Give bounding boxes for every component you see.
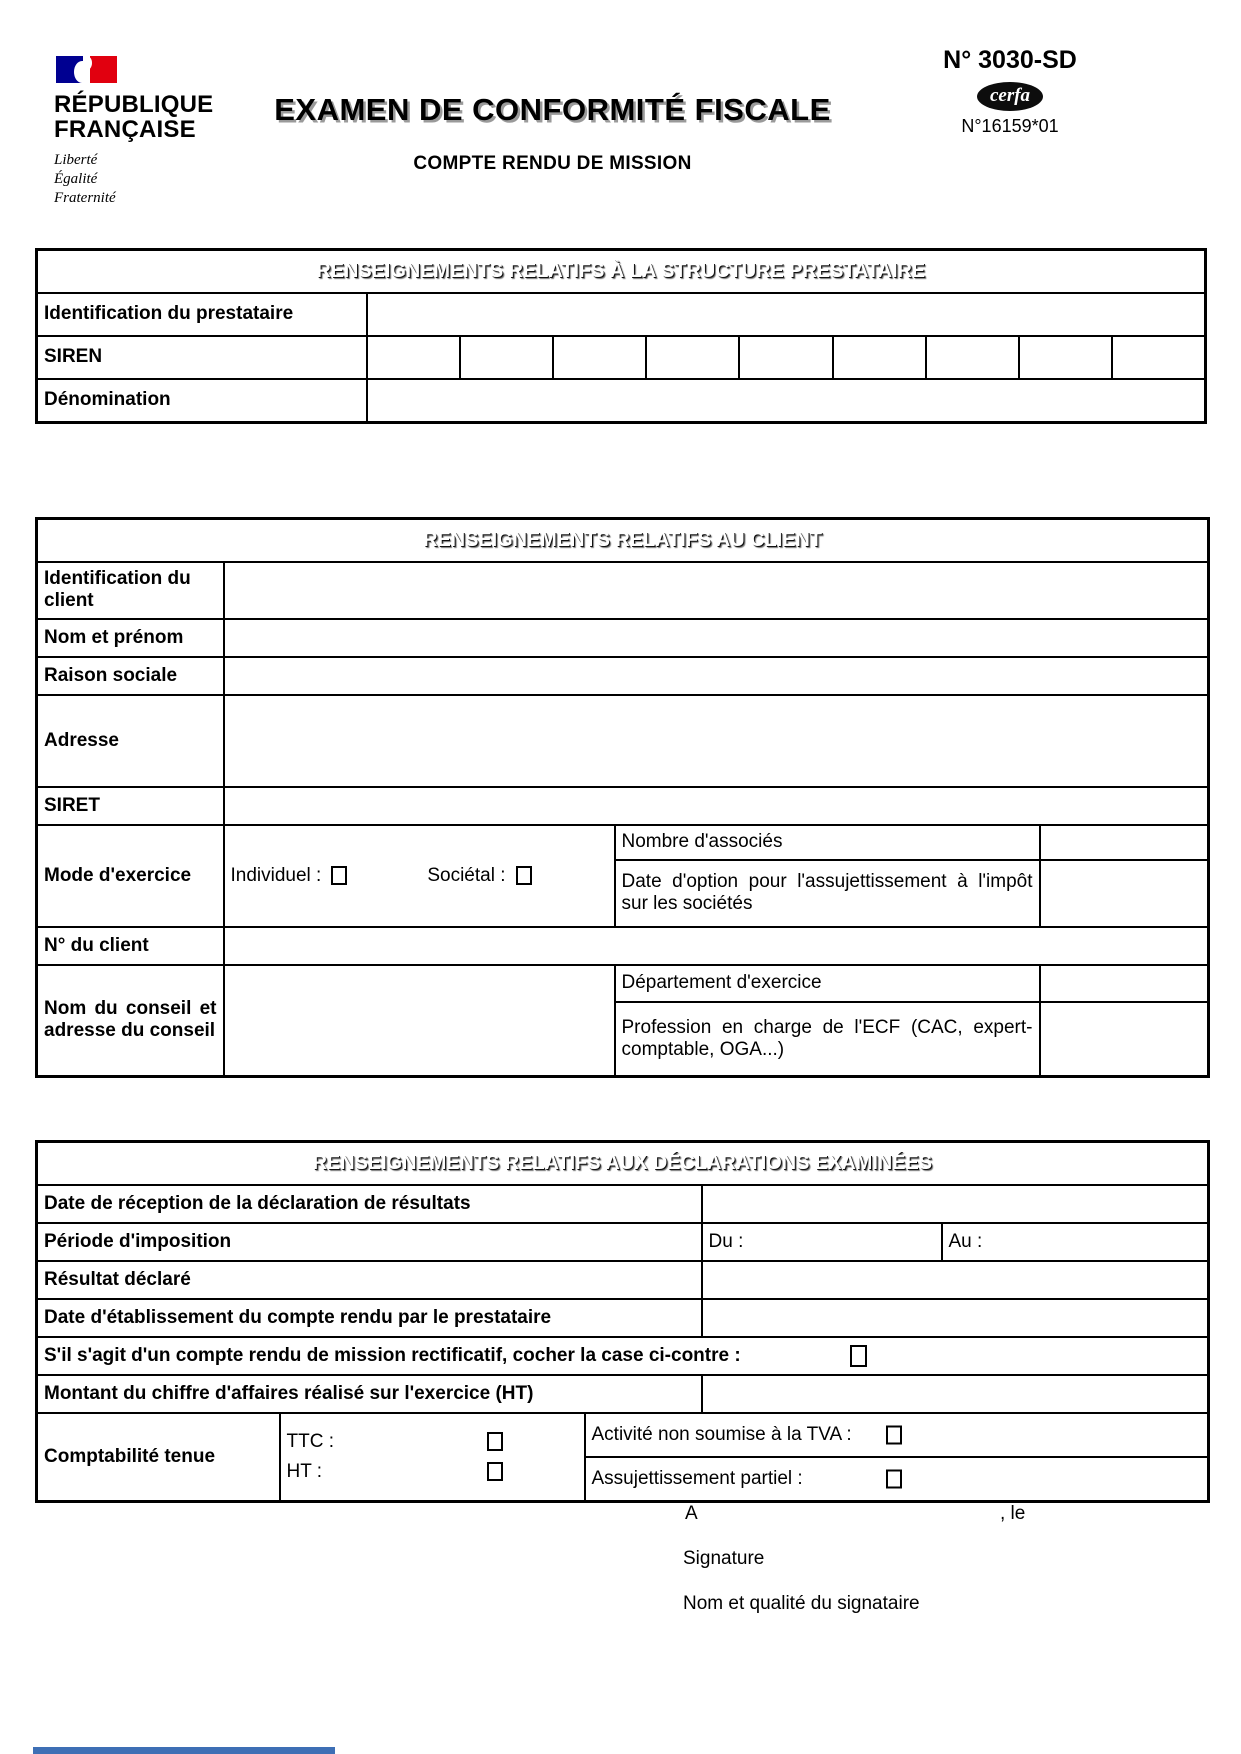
form-number: N° 3030-SD xyxy=(943,46,1077,74)
siren-digit-cell[interactable] xyxy=(1112,336,1205,379)
comptabilite-mode-cell xyxy=(280,1413,585,1502)
label-nombre-associes: Nombre d'associés xyxy=(615,825,1040,860)
profession-ecf-input[interactable] xyxy=(1040,1002,1209,1077)
label-adresse: Adresse xyxy=(37,695,224,787)
title-block xyxy=(230,92,875,175)
societal-checkbox[interactable] xyxy=(516,866,532,885)
signature-city-prefix: A xyxy=(685,1503,698,1524)
republique-francaise-block xyxy=(54,56,254,208)
label-date-option-is: Date d'option pour l'assujettissement à l'impôt sur les sociétés xyxy=(615,860,1040,927)
table-structure-prestataire xyxy=(35,248,1207,424)
montant-ca-input[interactable] xyxy=(702,1375,1209,1413)
form-subtitle: COMPTE RENDU DE MISSION xyxy=(413,153,692,174)
resultat-declare-input[interactable] xyxy=(702,1261,1209,1299)
date-etablissement-input[interactable] xyxy=(702,1299,1209,1337)
siren-digit-cell[interactable] xyxy=(367,336,460,379)
republic-name-line2: FRANÇAISE xyxy=(54,116,196,143)
form-title: EXAMEN DE CONFORMITÉ FISCALE xyxy=(274,92,831,127)
siren-digit-cell[interactable] xyxy=(460,336,553,379)
section-header-prestataire xyxy=(37,250,1206,293)
date-reception-input[interactable] xyxy=(702,1185,1209,1223)
french-flag-icon xyxy=(56,56,254,83)
raison-sociale-input[interactable] xyxy=(224,657,1209,695)
flag-red-band xyxy=(90,56,117,83)
identification-client-input[interactable] xyxy=(224,562,1209,619)
republic-name xyxy=(54,92,254,142)
label-nom-conseil: Nom du conseil et adresse du conseil xyxy=(37,965,224,1077)
republic-name-line1: RÉPUBLIQUE xyxy=(54,91,214,118)
assujettissement-partiel-checkbox[interactable] xyxy=(886,1469,902,1488)
label-ttc: TTC : xyxy=(286,1430,334,1452)
siren-digit-cell[interactable] xyxy=(1019,336,1112,379)
label-nom-prenom: Nom et prénom xyxy=(37,619,224,657)
label-montant-ca: Montant du chiffre d'affaires réalisé sur l'exercice (HT) xyxy=(37,1375,702,1413)
label-du: Du : xyxy=(708,1230,744,1252)
section-header-declarations xyxy=(37,1142,1209,1185)
flag-blue-band xyxy=(56,56,83,83)
label-ht: HT : xyxy=(286,1460,323,1482)
individuel-checkbox[interactable] xyxy=(331,866,347,885)
label-numero-client: N° du client xyxy=(37,927,224,965)
section-title-client: RENSEIGNEMENTS RELATIFS AU CLIENT xyxy=(423,528,822,552)
tva-non-soumise-row xyxy=(585,1413,1209,1457)
motto-fraternite: Fraternité xyxy=(54,190,116,206)
siret-input[interactable] xyxy=(224,787,1209,825)
label-rectificatif: S'il s'agit d'un compte rendu de mission rectificatif, cocher la case ci-contre : xyxy=(44,1344,741,1366)
ttc-checkbox[interactable] xyxy=(487,1432,503,1451)
section-title-prestataire: RENSEIGNEMENTS RELATIFS À LA STRUCTURE PRESTATAIRE xyxy=(316,259,926,283)
footer-accent-bar xyxy=(33,1747,335,1754)
cerfa-logo-text: cerfa xyxy=(989,85,1031,106)
adresse-input[interactable] xyxy=(224,695,1209,787)
nombre-associes-input[interactable] xyxy=(1040,825,1209,860)
label-tva-non-soumise: Activité non soumise à la TVA : xyxy=(591,1423,852,1445)
motto-liberte: Liberté xyxy=(54,152,98,168)
tva-non-soumise-checkbox[interactable] xyxy=(886,1425,902,1444)
label-identification-prestataire: Identification du prestataire xyxy=(37,293,367,336)
nom-conseil-input[interactable] xyxy=(224,965,615,1077)
cerfa-number: N°16159*01 xyxy=(961,116,1059,136)
cerfa-logo xyxy=(977,82,1043,111)
label-siren: SIREN xyxy=(37,336,367,379)
mode-exercice-cell xyxy=(224,825,615,927)
label-identification-client: Identification du client xyxy=(37,562,224,619)
section-header-client xyxy=(37,519,1209,562)
cerfa-block xyxy=(930,46,1090,137)
label-mode-exercice: Mode d'exercice xyxy=(37,825,224,927)
siren-digit-cell[interactable] xyxy=(553,336,646,379)
ht-checkbox[interactable] xyxy=(487,1462,503,1481)
label-denomination: Dénomination xyxy=(37,379,367,423)
denomination-input[interactable] xyxy=(367,379,1206,423)
motto-egalite: Égalité xyxy=(54,171,98,187)
signatory-name-title-label: Nom et qualité du signataire xyxy=(683,1593,920,1614)
siren-digit-cell[interactable] xyxy=(926,336,1019,379)
departement-exercice-input[interactable] xyxy=(1040,965,1209,1002)
identification-prestataire-input[interactable] xyxy=(367,293,1206,336)
table-declarations xyxy=(35,1140,1210,1503)
numero-client-input[interactable] xyxy=(224,927,1209,965)
siren-digit-cell[interactable] xyxy=(739,336,832,379)
nom-prenom-input[interactable] xyxy=(224,619,1209,657)
label-siret: SIRET xyxy=(37,787,224,825)
label-raison-sociale: Raison sociale xyxy=(37,657,224,695)
signature-label: Signature xyxy=(683,1548,765,1569)
siren-digit-cell[interactable] xyxy=(646,336,739,379)
label-au: Au : xyxy=(948,1230,983,1252)
label-date-etablissement: Date d'établissement du compte rendu par le prestataire xyxy=(37,1299,702,1337)
label-periode-imposition: Période d'imposition xyxy=(37,1223,702,1261)
rectificatif-row xyxy=(37,1337,1209,1375)
table-client xyxy=(35,517,1210,1078)
label-departement-exercice: Département d'exercice xyxy=(615,965,1040,1002)
label-societal: Sociétal : xyxy=(427,864,506,886)
label-date-reception: Date de réception de la déclaration de résultats xyxy=(37,1185,702,1223)
periode-au-input[interactable] xyxy=(942,1223,1209,1261)
section-title-declarations: RENSEIGNEMENTS RELATIFS AUX DÉCLARATIONS EXAMINÉES xyxy=(312,1151,933,1175)
rectificatif-checkbox[interactable] xyxy=(850,1345,867,1367)
label-assujettissement-partiel: Assujettissement partiel : xyxy=(591,1467,803,1489)
label-individuel: Individuel : xyxy=(230,864,322,886)
label-resultat-declare: Résultat déclaré xyxy=(37,1261,702,1299)
siren-digit-cell[interactable] xyxy=(833,336,926,379)
periode-du-input[interactable] xyxy=(702,1223,942,1261)
signature-date-prefix: , le xyxy=(1000,1503,1026,1524)
label-profession-ecf: Profession en charge de l'ECF (CAC, expert-comptable, OGA...) xyxy=(615,1002,1040,1077)
date-option-is-input[interactable] xyxy=(1040,860,1209,927)
republic-motto xyxy=(54,151,254,208)
label-comptabilite-tenue: Comptabilité tenue xyxy=(37,1413,280,1502)
assujettissement-partiel-row xyxy=(585,1457,1209,1502)
